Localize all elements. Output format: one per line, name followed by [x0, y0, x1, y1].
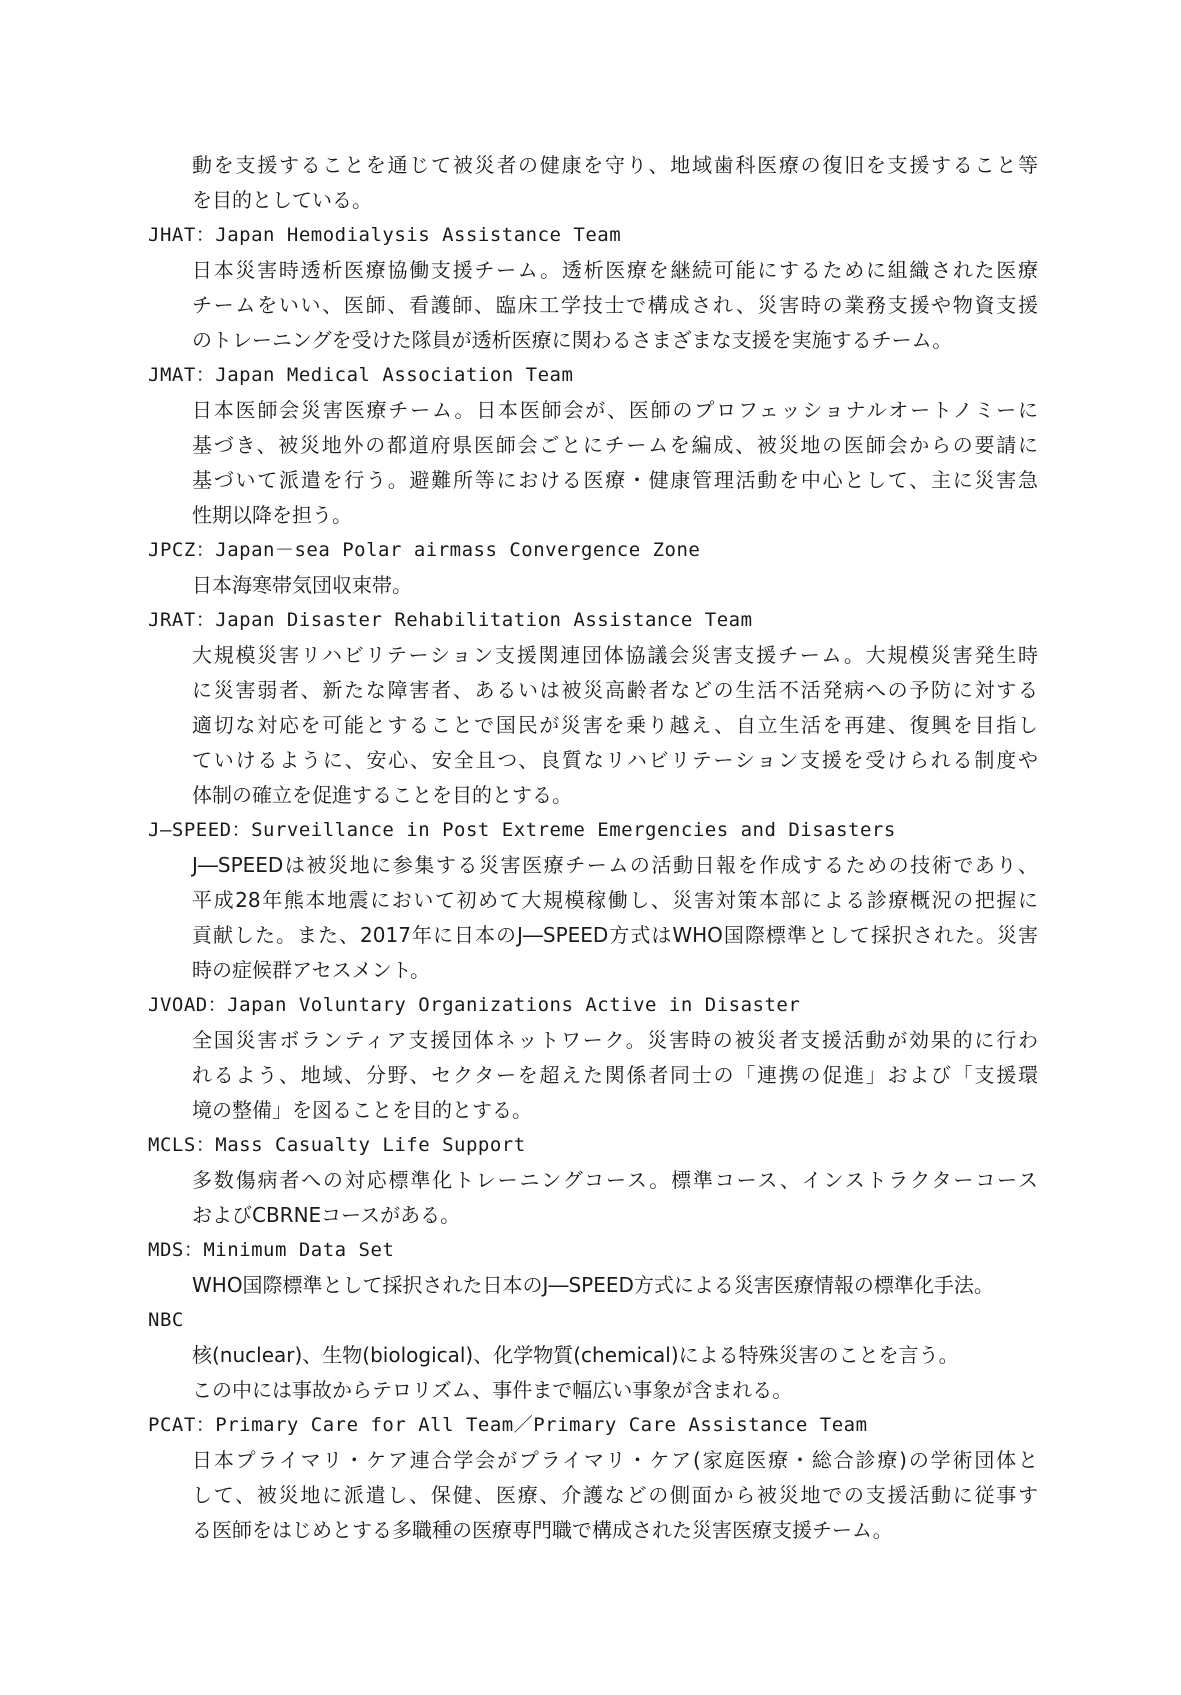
glossary-term: J―SPEED：Surveillance in Post Extreme Emergencies and Disasters — [148, 819, 896, 841]
description-line: に災害弱者、新たな障害者、あるいは被災高齢者などの生活不活発病への予防に対する — [192, 678, 1038, 702]
description-line: J―SPEEDは被災地に参集する災害医療チームの活動日報を作成するための技術であり、 — [192, 853, 1038, 877]
description-line: 体制の確立を促進することを目的とする。 — [192, 783, 572, 807]
description-line: 平成28年熊本地震において初めて大規模稼働し、災害対策本部による診療概況の把握に — [192, 888, 1038, 912]
glossary-term: JRAT：Japan Disaster Rehabilitation Assistance Team — [148, 609, 753, 631]
description-line: 基づき、被災地外の都道府県医師会ごとにチームを編成、被災地の医師会からの要請に — [192, 433, 1038, 457]
description-line: 貢献した。また、2017年に日本のJ―SPEED方式はWHO国際標準として採択された。災害 — [192, 923, 1038, 947]
description-line: 適切な対応を可能とすることで国民が災害を乗り越え、自立生活を再建、復興を目指し — [192, 713, 1038, 737]
description-line: ていけるように、安心、安全且つ、良質なリハビリテーション支援を受けられる制度や — [192, 748, 1038, 772]
glossary-term: MDS：Minimum Data Set — [148, 1239, 395, 1261]
description-line: この中には事故からテロリズム、事件まで幅広い事象が含まれる。 — [192, 1378, 793, 1402]
glossary-body — [148, 148, 1038, 1548]
glossary-term: JVOAD：Japan Voluntary Organizations Active in Disaster — [148, 994, 801, 1016]
description-line: WHO国際標準として採択された日本のJ―SPEED方式による災害医療情報の標準化手法。 — [192, 1273, 994, 1297]
description-line: して、被災地に派遣し、保健、医療、介護などの側面から被災地での支援活動に従事す — [192, 1483, 1038, 1507]
description-line: 多数傷病者への対応標準化トレーニングコース。標準コース、インストラクターコース — [192, 1168, 1038, 1192]
description-line: 日本プライマリ・ケア連合学会がプライマリ・ケア(家庭医療・総合診療)の学術団体と — [192, 1448, 1038, 1472]
description-line: 日本災害時透析医療協働支援チーム。透析医療を継続可能にするために組織された医療 — [192, 258, 1038, 282]
description-line: 全国災害ボランティア支援団体ネットワーク。災害時の被災者支援活動が効果的に行わ — [192, 1028, 1038, 1052]
glossary-term: NBC — [148, 1309, 184, 1331]
description-line: 境の整備」を図ることを目的とする。 — [192, 1098, 532, 1122]
description-line: 基づいて派遣を行う。避難所等における医療・健康管理活動を中心として、主に災害急 — [192, 468, 1038, 492]
glossary-term: JPCZ：Japan－sea Polar airmass Convergence Zone — [148, 539, 701, 561]
description-line: 時の症候群アセスメント。 — [192, 958, 430, 982]
glossary-term: MCLS：Mass Casualty Life Support — [148, 1134, 526, 1156]
description-line: 日本海寒帯気団収束帯。 — [192, 573, 412, 597]
description-line: 性期以降を担う。 — [192, 503, 352, 527]
description-line: 動を支援することを通じて被災者の健康を守り、地域歯科医療の復旧を支援すること等 — [192, 153, 1038, 177]
description-line: 日本医師会災害医療チーム。日本医師会が、医師のプロフェッショナルオートノミーに — [192, 398, 1038, 422]
description-line: を目的としている。 — [192, 188, 372, 212]
description-line: およびCBRNEコースがある。 — [192, 1203, 461, 1227]
description-line: れるよう、地域、分野、セクターを超えた関係者同士の「連携の促進」および「支援環 — [192, 1063, 1038, 1087]
description-line: 大規模災害リハビリテーション支援関連団体協議会災害支援チーム。大規模災害発生時 — [192, 643, 1038, 667]
description-line: のトレーニングを受けた隊員が透析医療に関わるさまざまな支援を実施するチーム。 — [192, 328, 953, 352]
glossary-term: JMAT：Japan Medical Association Team — [148, 364, 574, 386]
description-line: 核(nuclear)、生物(biological)、化学物質(chemical)による特殊災害のことを言う。 — [192, 1343, 959, 1367]
glossary-term: JHAT：Japan Hemodialysis Assistance Team — [148, 224, 622, 246]
description-line: チームをいい、医師、看護師、臨床工学技士で構成され、災害時の業務支援や物資支援 — [192, 293, 1038, 317]
glossary-term: PCAT：Primary Care for All Team／Primary Care Assistance Team — [148, 1414, 868, 1436]
description-line: る医師をはじめとする多職種の医療専門職で構成された災害医療支援チーム。 — [192, 1518, 893, 1542]
